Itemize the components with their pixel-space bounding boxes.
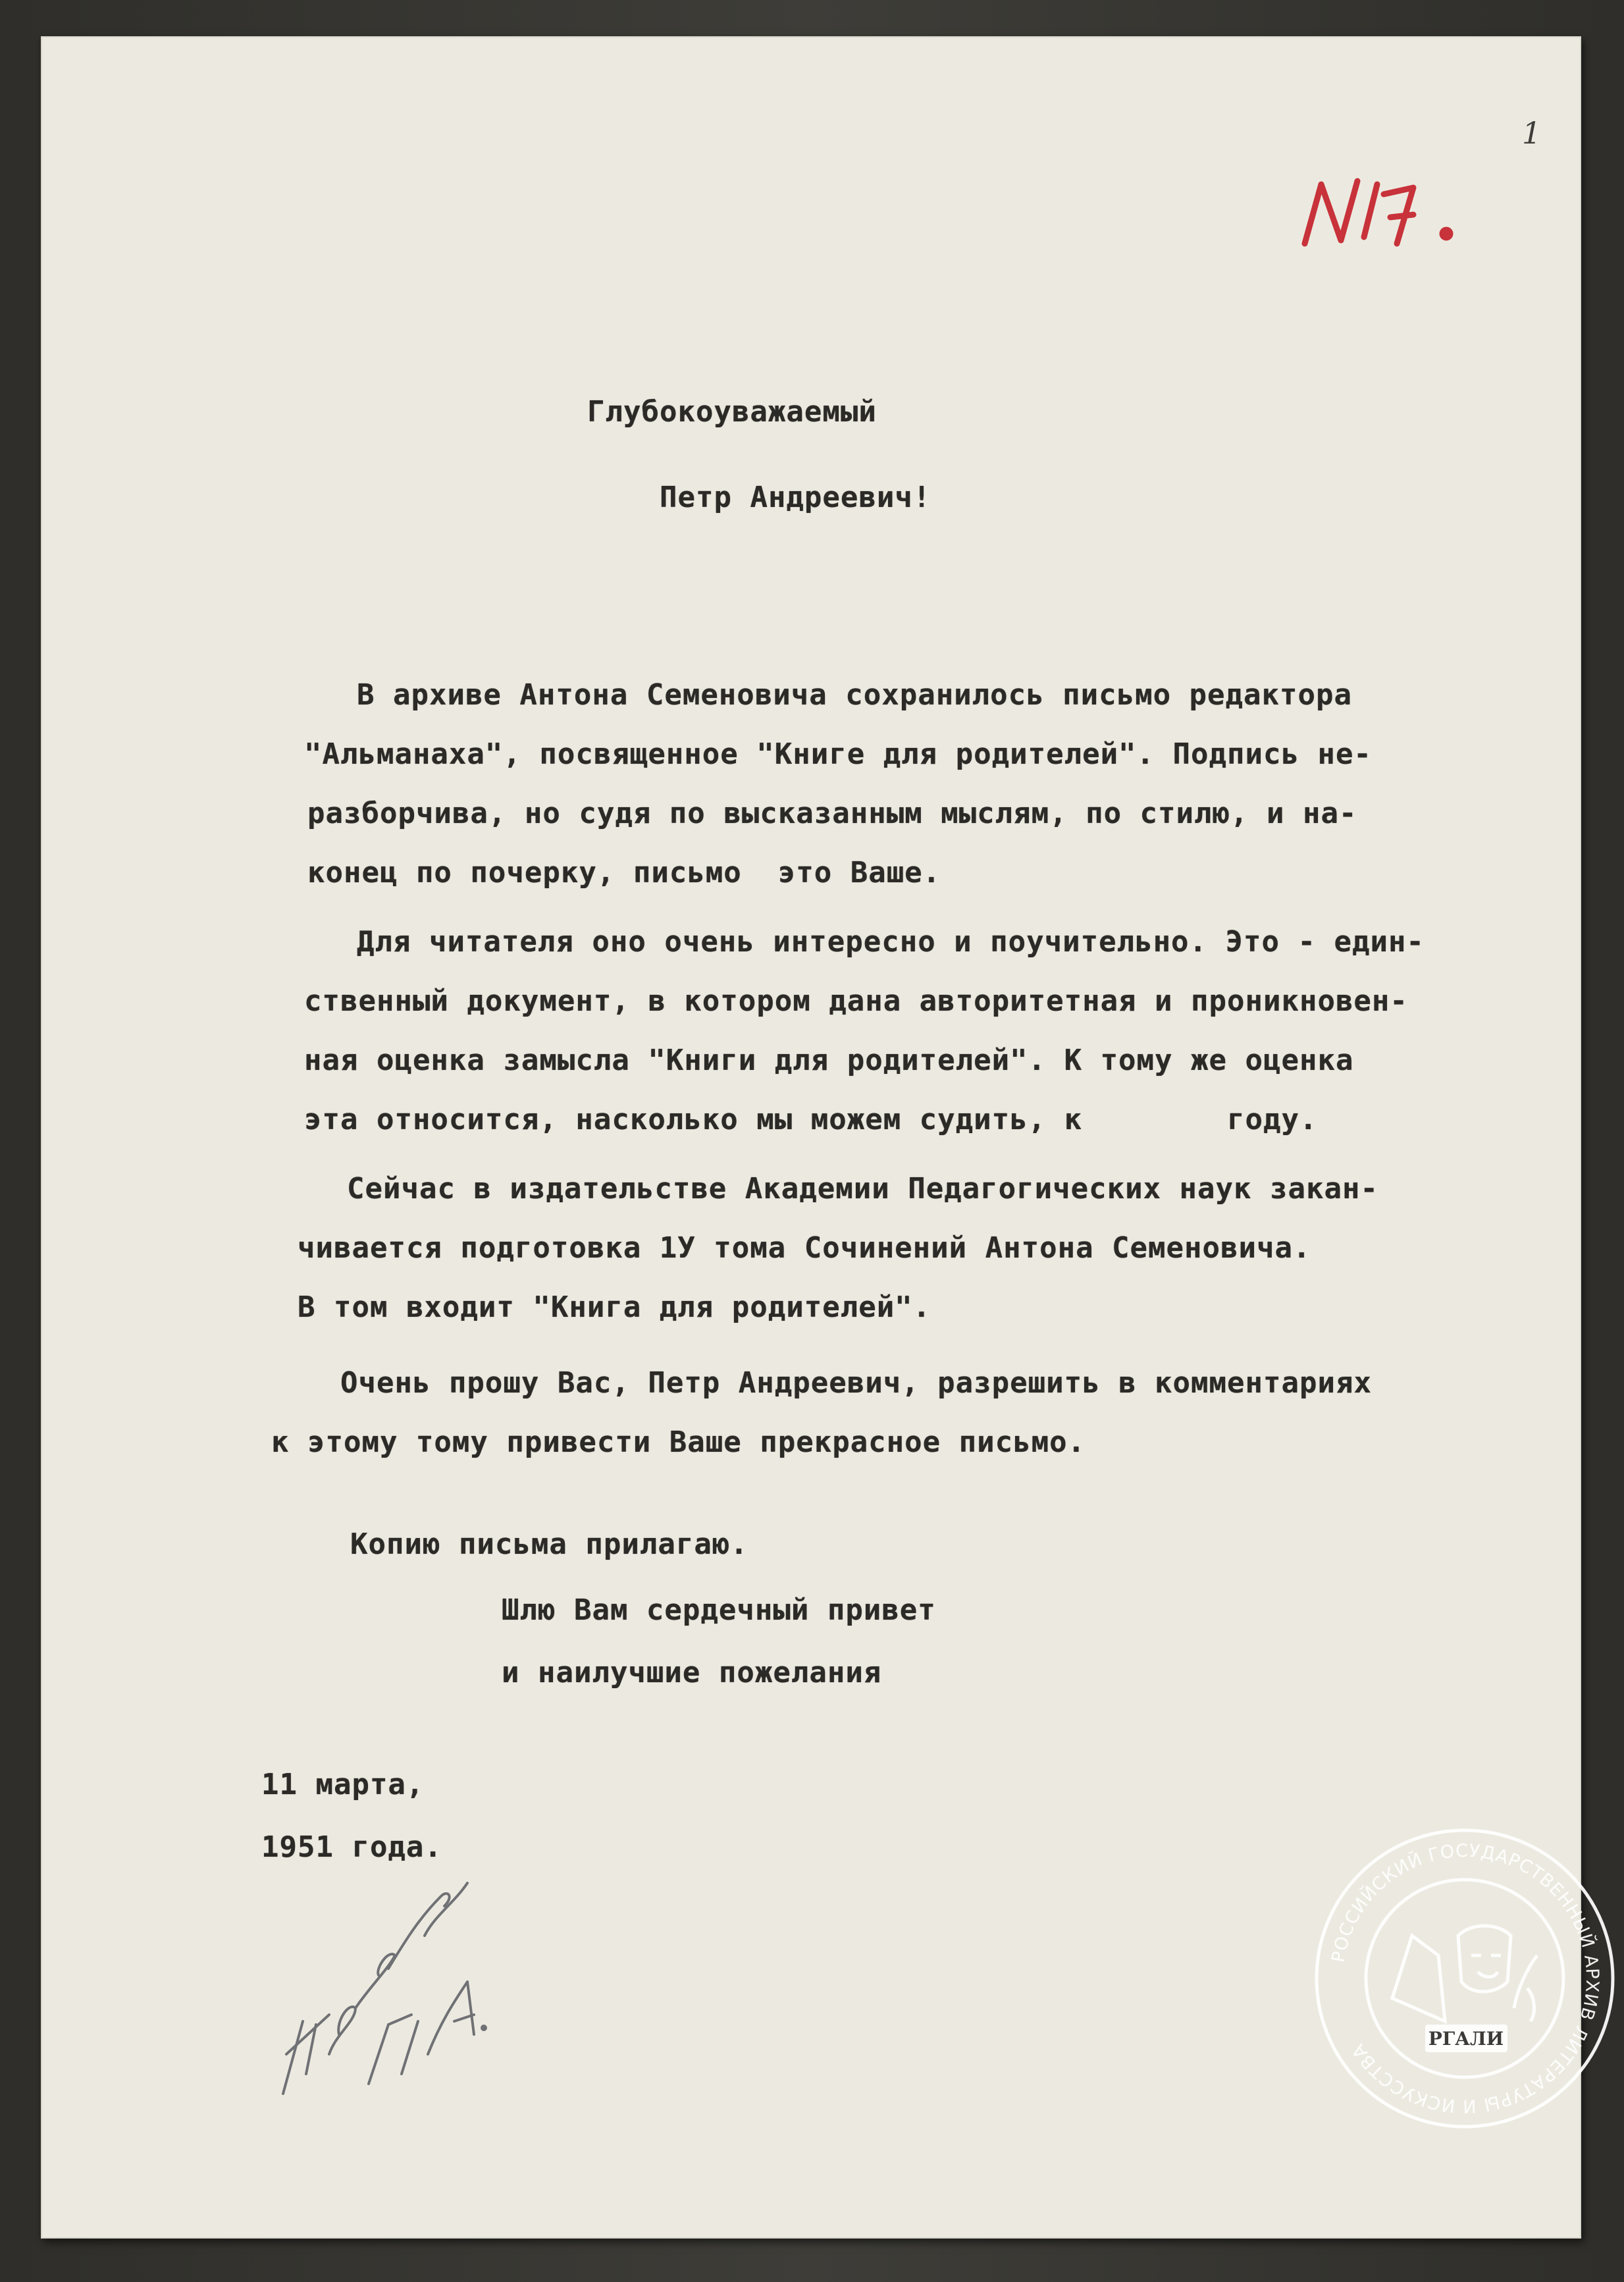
salutation-line-1: Глубокоуважаемый: [587, 395, 877, 429]
paragraph-2-line-4: эта относится, насколько мы можем судить, к году.: [304, 1103, 1318, 1136]
paragraph-2-line-3: ная оценка замысла "Книги для родителей". К тому же оценка: [304, 1044, 1354, 1077]
paragraph-4-line-1: Очень прошу Вас, Петр Андреевич, разрешить в комментариях: [340, 1366, 1372, 1400]
closing-line-2: и наилучшие пожелания: [502, 1656, 882, 1689]
paragraph-2-line-2: ственный документ, в котором дана авторитетная и проникновен-: [304, 984, 1408, 1018]
paragraph-3-line-1: Сейчас в издательстве Академии Педагогических наук закан-: [347, 1172, 1378, 1206]
stamp-abbreviation: РГАЛИ: [1428, 2028, 1504, 2050]
handwritten-document-number: [1292, 158, 1463, 257]
stamp-circular-text: РОССИЙСКИЙ ГОСУДАРСТВЕННЫЙ АРХИВ ЛИТЕРАТУРЫ И ИСКУССТВА: [1328, 1840, 1603, 2117]
salutation-line-2: Петр Андреевич!: [660, 481, 931, 514]
page-number: 1: [1522, 115, 1542, 151]
paragraph-1-line-1: В архиве Антона Семеновича сохранилось письмо редактора: [357, 678, 1352, 712]
paragraph-3-line-3: В том входит "Книга для родителей".: [298, 1290, 931, 1324]
pencil-signature-note: [257, 1857, 540, 2113]
paragraph-3-line-2: чивается подготовка 1У тома Сочинений Антона Семеновича.: [298, 1231, 1311, 1265]
svg-text:РОССИЙСКИЙ ГОСУДАРСТВЕННЫЙ АРХ: [1328, 1841, 1603, 2116]
paragraph-1-line-2: "Альманаха", посвященное "Книге для родителей". Подпись не-: [304, 737, 1372, 771]
paragraph-1-line-3: разборчива, но судя по высказанным мыслям, по стилю, и на-: [307, 797, 1357, 830]
paragraph-2-line-1: Для читателя оно очень интересно и поучительно. Это - един-: [357, 925, 1425, 959]
archive-stamp: [1310, 1824, 1619, 2133]
closing-line-1: Шлю Вам сердечный привет: [502, 1593, 936, 1627]
paragraph-4-line-2: к этому тому привести Ваше прекрасное письмо.: [271, 1425, 1086, 1459]
date-line-1: 11 марта,: [261, 1768, 425, 1801]
enclosure-note: Копию письма прилагаю.: [350, 1527, 748, 1561]
date-line-2: 1951 года.: [261, 1830, 442, 1864]
paragraph-1-line-4: конец по почерку, письмо это Ваше.: [307, 856, 941, 889]
